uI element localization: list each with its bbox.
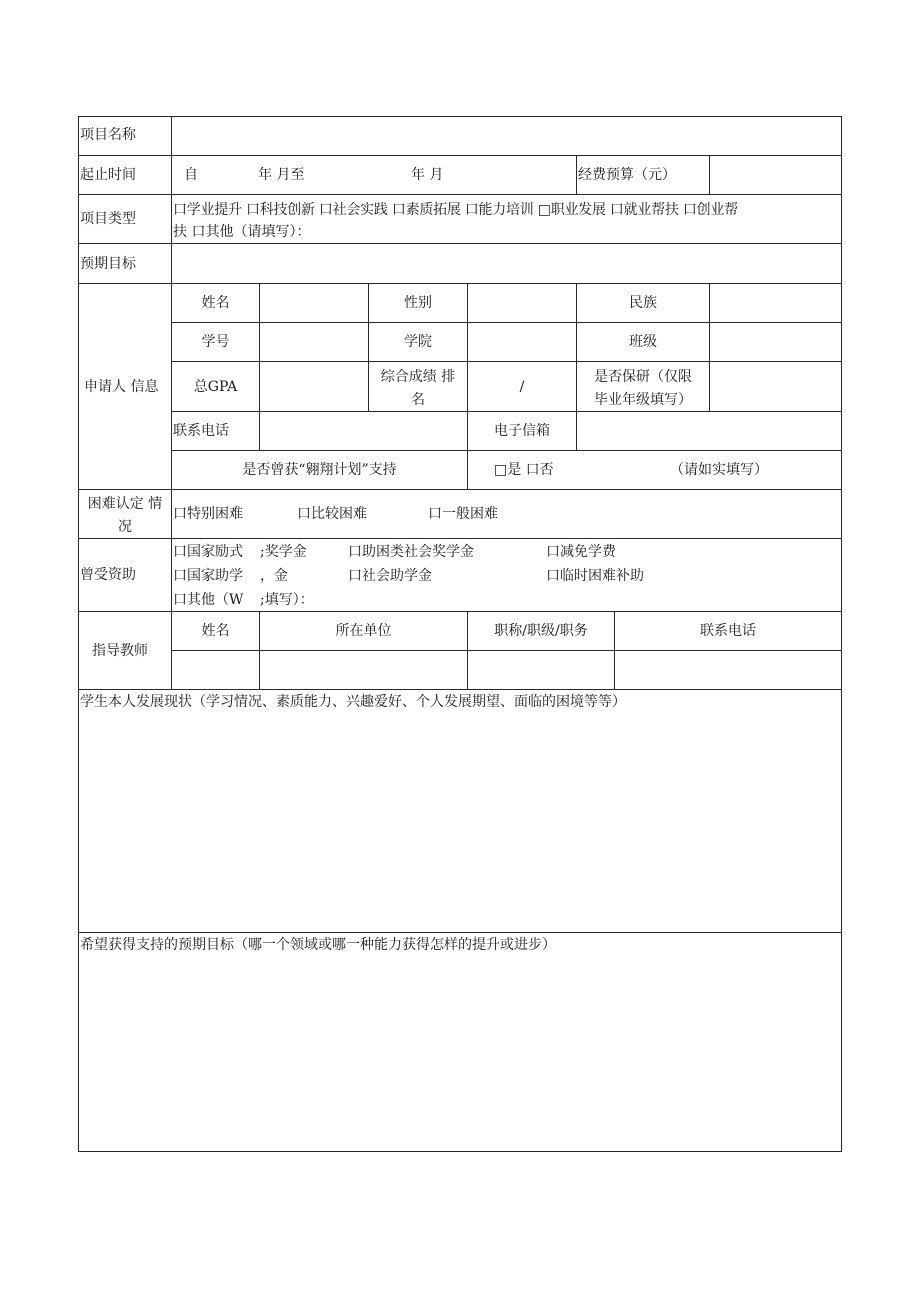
rank-value[interactable]: / bbox=[519, 379, 525, 395]
hardship-label-line1: 困难认定 情 bbox=[87, 496, 163, 512]
rule bbox=[78, 194, 842, 195]
rule bbox=[78, 489, 842, 490]
hardship-option-relative[interactable]: 口比较困难 bbox=[297, 506, 367, 522]
postgrad-field[interactable] bbox=[710, 362, 841, 411]
aid-grant-suffix: ，金 bbox=[260, 568, 288, 584]
class-field[interactable] bbox=[710, 323, 841, 361]
postgrad-label-line2: 毕业年级填写） bbox=[594, 392, 692, 408]
development-status-label: 学生本人发展现状（学习情况、素质能力、兴趣爱好、个人发展期望、面临的困境等等） bbox=[80, 694, 626, 710]
gpa-label: 总GPA bbox=[193, 379, 238, 395]
gender-field[interactable] bbox=[468, 284, 576, 322]
hardship-label-line2: 况 bbox=[118, 519, 132, 535]
hardship-option-special[interactable]: 口特别困难 bbox=[173, 506, 243, 522]
advisor-label: 指导教师 bbox=[92, 643, 148, 659]
college-field[interactable] bbox=[468, 323, 576, 361]
expected-goals-label: 希望获得支持的预期目标（哪一个领域或哪一种能力获得怎样的提升或进步） bbox=[80, 937, 556, 953]
rank-label-line2: 名 bbox=[411, 392, 425, 408]
period-start-text: 年 月至 bbox=[258, 167, 305, 183]
period-end-text: 年 月 bbox=[411, 167, 444, 183]
advisor-title-header: 职称/职级/职务 bbox=[494, 623, 588, 639]
email-field[interactable] bbox=[577, 412, 841, 450]
applicant-name-label: 姓名 bbox=[201, 295, 230, 311]
aid-social-scholarship[interactable]: 口助困类社会奖学金 bbox=[348, 544, 474, 560]
gender-label: 性别 bbox=[404, 295, 432, 311]
ethnicity-label: 民族 bbox=[629, 295, 657, 311]
aid-tuition-waiver[interactable]: 口减免学费 bbox=[546, 544, 616, 560]
budget-field[interactable] bbox=[710, 156, 841, 194]
project-name-label: 项目名称 bbox=[80, 127, 136, 143]
gpa-field[interactable] bbox=[260, 362, 368, 411]
plan-note: （请如实填写） bbox=[670, 462, 768, 478]
phone-field[interactable] bbox=[260, 412, 467, 450]
student-id-label: 学号 bbox=[201, 334, 230, 350]
student-id-field[interactable] bbox=[260, 323, 368, 361]
email-label: 电子信箱 bbox=[494, 423, 550, 439]
rule bbox=[576, 155, 577, 195]
rule bbox=[78, 1151, 842, 1152]
aid-national-grant[interactable]: 口国家助学 bbox=[173, 568, 243, 584]
aid-social-grant[interactable]: 口社会助学金 bbox=[348, 568, 432, 584]
applicant-name-field[interactable] bbox=[260, 284, 368, 322]
advisor-phone-field[interactable] bbox=[615, 651, 841, 689]
postgrad-label-line1: 是否保研（仅限 bbox=[594, 369, 692, 385]
development-status-field[interactable] bbox=[79, 716, 841, 931]
aid-other-suffix: ;填写）： bbox=[260, 592, 314, 608]
aid-scholarship-suffix: ;奖学金 bbox=[260, 544, 307, 560]
advisor-name-field[interactable] bbox=[172, 651, 259, 689]
college-label: 学院 bbox=[404, 334, 432, 350]
goal-label: 预期目标 bbox=[80, 256, 136, 272]
project-type-options[interactable]: 口学业提升 口科技创新 口社会实践 口素质拓展 口能力培训 □职业发展 口就业帮扶 口创业帮 bbox=[173, 202, 738, 218]
period-label: 起止时间 bbox=[80, 167, 136, 183]
class-label: 班级 bbox=[629, 334, 657, 350]
project-name-field[interactable] bbox=[172, 117, 841, 155]
plan-options[interactable]: □是 口否 bbox=[494, 462, 554, 478]
expected-goals-field[interactable] bbox=[79, 958, 841, 1150]
goal-field[interactable] bbox=[172, 244, 841, 283]
rank-label-line1: 综合成绩 排 bbox=[380, 369, 456, 385]
advisor-title-field[interactable] bbox=[468, 651, 614, 689]
phone-label: 联系电话 bbox=[173, 423, 229, 439]
budget-label: 经费预算（元） bbox=[578, 167, 676, 183]
advisor-unit-header: 所在单位 bbox=[335, 623, 392, 639]
rule bbox=[171, 116, 172, 690]
aid-temporary-hardship[interactable]: 口临时困难补助 bbox=[546, 568, 644, 584]
advisor-name-header: 姓名 bbox=[201, 623, 230, 639]
ethnicity-field[interactable] bbox=[710, 284, 841, 322]
project-type-other[interactable]: 扶 口其他（请填写）： bbox=[173, 224, 311, 240]
aid-other[interactable]: 口其他（W bbox=[173, 592, 244, 608]
aid-national-scholarship[interactable]: 口国家励式 bbox=[173, 544, 243, 560]
advisor-phone-header: 联系电话 bbox=[700, 623, 756, 639]
advisor-unit-field[interactable] bbox=[260, 651, 467, 689]
period-from-text: 自 bbox=[184, 167, 198, 183]
hardship-option-general[interactable]: 口一般困难 bbox=[428, 506, 498, 522]
project-type-label: 项目类型 bbox=[80, 211, 136, 227]
rule bbox=[172, 450, 842, 451]
applicant-section-label: 申请人 信息 bbox=[84, 379, 159, 395]
aid-label: 曾受资助 bbox=[80, 567, 136, 583]
plan-question: 是否曾获“翱翔计划”支持 bbox=[242, 462, 397, 478]
rule bbox=[841, 116, 842, 1152]
